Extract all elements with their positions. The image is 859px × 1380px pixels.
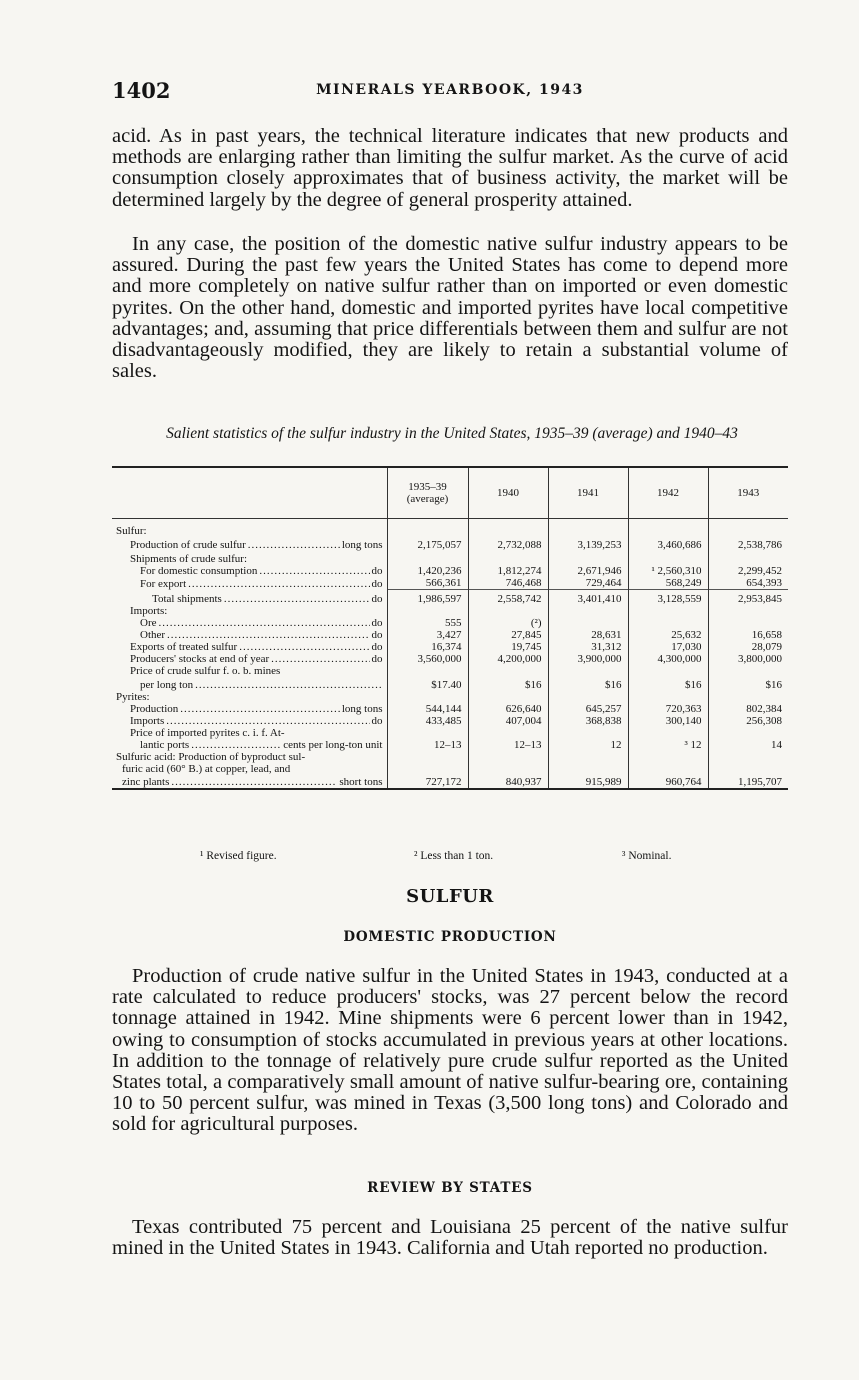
row-label-text: zinc plants <box>122 775 170 788</box>
table-cell <box>708 727 788 739</box>
table-cell <box>708 617 788 629</box>
row-unit: do <box>371 565 383 577</box>
table-cell: 645,257 <box>548 703 628 715</box>
row-label <box>112 641 387 653</box>
row-label <box>112 617 387 629</box>
row-unit: do <box>371 640 383 653</box>
table-cell <box>628 691 708 703</box>
table-row <box>112 565 788 577</box>
table-cell: 300,140 <box>628 715 708 727</box>
table-cell: 654,393 <box>708 577 788 590</box>
row-label <box>112 703 387 715</box>
table-footnotes <box>112 850 788 866</box>
table-row <box>112 677 788 691</box>
row-unit: long tons <box>341 539 383 551</box>
row-unit: do <box>371 628 383 641</box>
row-label <box>112 565 387 577</box>
row-label-text: furic acid (60° B.) at copper, lead, and <box>122 762 291 775</box>
row-label-text: Production <box>130 702 179 715</box>
dot-leader <box>195 679 382 691</box>
table-cell: 1,420,236 <box>387 565 468 577</box>
row-label-text: Price of imported pyrites c. i. f. At- <box>130 726 285 739</box>
table-caption: Salient statistics of the sulfur industry in the United States, 1935–39 (average) and 1940–43 <box>166 425 738 442</box>
table-cell: $16 <box>628 677 708 691</box>
table-cell: 19,745 <box>468 641 548 653</box>
table-cell <box>468 551 548 565</box>
table-cell <box>548 605 628 617</box>
table-cell <box>548 727 628 739</box>
table-cell <box>628 751 708 763</box>
table-cell <box>387 519 468 538</box>
section-subheading: DOMESTIC PRODUCTION <box>343 929 557 945</box>
table-cell: 256,308 <box>708 715 788 727</box>
table-cell <box>387 665 468 677</box>
table-cell <box>548 691 628 703</box>
row-label <box>112 751 387 763</box>
table-cell: 802,384 <box>708 703 788 715</box>
table-cell <box>468 665 548 677</box>
row-unit: cents per long-ton unit <box>283 738 383 751</box>
table-row <box>112 551 788 565</box>
table-cell <box>548 617 628 629</box>
row-label <box>112 551 387 565</box>
row-label-text: Sulfur: <box>116 525 147 537</box>
table-row <box>112 775 788 789</box>
row-label <box>112 763 387 775</box>
row-label-text: Sulfuric acid: Production of byproduct sul- <box>116 750 306 763</box>
table-cell: 16,374 <box>387 641 468 653</box>
row-unit: do <box>371 652 383 665</box>
table-cell: 727,172 <box>387 775 468 789</box>
table-cell: 407,004 <box>468 715 548 727</box>
table-cell: 14 <box>708 739 788 751</box>
row-label-text: Shipments of crude sulfur: <box>130 553 248 565</box>
table-cell: (²) <box>468 617 548 629</box>
table-cell <box>387 751 468 763</box>
table-cell <box>628 617 708 629</box>
table-row <box>112 691 788 703</box>
running-title: MINERALS YEARBOOK, 1943 <box>316 82 584 98</box>
dot-leader <box>188 578 369 590</box>
row-label-text: Exports of treated sulfur <box>130 640 238 653</box>
table-cell: $16 <box>548 677 628 691</box>
table-cell <box>708 605 788 617</box>
table-cell: 3,800,000 <box>708 653 788 665</box>
table-cell: 3,427 <box>387 629 468 641</box>
table-cell <box>468 751 548 763</box>
row-label-text: Ore <box>140 616 157 629</box>
table-cell: 4,300,000 <box>628 653 708 665</box>
table-cell: 840,937 <box>468 775 548 789</box>
table-cell: 1,986,597 <box>387 590 468 605</box>
table-cell <box>628 727 708 739</box>
table-cell <box>708 763 788 775</box>
table-cell: 3,560,000 <box>387 653 468 665</box>
table-cell: ³ 12 <box>628 739 708 751</box>
table-cell <box>387 727 468 739</box>
table-cell: 746,468 <box>468 577 548 590</box>
table-cell: 2,538,786 <box>708 537 788 551</box>
table-cell: 1,195,707 <box>708 775 788 789</box>
table-body <box>112 519 788 789</box>
table-row <box>112 519 788 538</box>
table-cell: 4,200,000 <box>468 653 548 665</box>
table-cell <box>548 519 628 538</box>
table-cell: 3,460,686 <box>628 537 708 551</box>
table-cell <box>708 519 788 538</box>
table-cell <box>468 763 548 775</box>
stub-header <box>112 467 387 519</box>
table-cell <box>468 605 548 617</box>
intro-paragraph: acid. As in past years, the technical literature indicates that new products and methods are enlarging rather than limiting the sulfur market. As the curve of acid consumption closely approximates that of business activity, the market will be determined largely by the degree of general prosperity attained. <box>112 125 788 211</box>
dot-leader <box>166 715 369 727</box>
table-cell <box>628 665 708 677</box>
row-label-text: Production of crude sulfur <box>130 539 246 551</box>
column-header: 1942 <box>628 467 708 519</box>
row-label-text: Imports: <box>130 604 168 617</box>
row-label-text: Price of crude sulfur f. o. b. mines <box>130 664 281 677</box>
row-label-text: For export <box>140 577 187 590</box>
row-label <box>112 519 387 538</box>
table-row <box>112 715 788 727</box>
table-cell: 555 <box>387 617 468 629</box>
table-cell: 17,030 <box>628 641 708 653</box>
dot-leader <box>248 539 340 551</box>
table-row <box>112 703 788 715</box>
table-cell: 28,631 <box>548 629 628 641</box>
row-label <box>112 577 387 590</box>
table-cell: 566,361 <box>387 577 468 590</box>
table-row <box>112 537 788 551</box>
row-unit: long tons <box>341 702 383 715</box>
table-cell: 568,249 <box>628 577 708 590</box>
outlook-paragraph: In any case, the position of the domestic native sulfur industry appears to be assured. During the past few years the United States has come to depend more and more completely on native sulfur rather than on imported or even domestic pyrites. On the other hand, domestic and imported pyrites have local competitive advantages; and, assuming that price differentials between them and sulfur are not disadvantageously modified, they are likely to retain a substantial volume of sales. <box>112 233 788 383</box>
salient-statistics-table <box>112 466 788 790</box>
table-row <box>112 739 788 751</box>
table-row <box>112 665 788 677</box>
table-cell <box>628 763 708 775</box>
table-cell <box>628 551 708 565</box>
table-cell <box>708 551 788 565</box>
table-cell <box>387 691 468 703</box>
dot-leader <box>271 653 369 665</box>
table-cell: 31,312 <box>548 641 628 653</box>
table-cell <box>548 551 628 565</box>
table-cell: 2,175,057 <box>387 537 468 551</box>
table-cell <box>548 751 628 763</box>
domestic-production-paragraph: Production of crude native sulfur in the United States in 1943, conducted at a rate calculated to reduce producers' stocks, was 27 percent below the record tonnage attained in 1942. Mine shipments were 6 percent lower than in 1942, owing to consumption of stocks accumulated in previous years at other locations. In addition to the tonnage of relatively pure crude sulfur reported as the United States total, a comparatively small amount of native sulfur-bearing ore, containing 10 to 50 percent sulfur, was mined in Texas (3,500 long tons) and Colorado and sold for agricultural purposes. <box>112 965 788 1136</box>
footnote: ² Less than 1 ton. <box>414 850 494 862</box>
row-label <box>112 605 387 617</box>
row-label-text: Producers' stocks at end of year <box>130 652 270 665</box>
dot-leader <box>224 593 370 605</box>
table-row <box>112 653 788 665</box>
table-cell <box>387 551 468 565</box>
table-row <box>112 605 788 617</box>
table-cell: 3,401,410 <box>548 590 628 605</box>
table-cell: 12–13 <box>468 739 548 751</box>
table-cell: 3,128,559 <box>628 590 708 605</box>
dot-leader <box>239 641 369 653</box>
table-cell: 2,558,742 <box>468 590 548 605</box>
table-cell: 3,900,000 <box>548 653 628 665</box>
table-row <box>112 751 788 763</box>
row-label-text: Total shipments <box>152 592 222 605</box>
table-cell <box>708 691 788 703</box>
row-label <box>112 677 387 691</box>
page-header <box>112 78 788 104</box>
table-cell: 433,485 <box>387 715 468 727</box>
table-cell: 915,989 <box>548 775 628 789</box>
table-cell <box>708 665 788 677</box>
table-cell: 368,838 <box>548 715 628 727</box>
table-row <box>112 763 788 775</box>
table-cell: 12 <box>548 739 628 751</box>
row-label-text: Pyrites: <box>116 690 150 703</box>
row-label <box>112 775 387 789</box>
table-cell: 626,640 <box>468 703 548 715</box>
table-cell <box>468 519 548 538</box>
table-row <box>112 641 788 653</box>
table-cell <box>387 763 468 775</box>
row-unit: short tons <box>339 775 383 788</box>
table-row <box>112 629 788 641</box>
table-cell: $16 <box>468 677 548 691</box>
table-cell: 12–13 <box>387 739 468 751</box>
table-row <box>112 577 788 590</box>
section-heading: SULFUR <box>406 886 494 907</box>
table-cell: 729,464 <box>548 577 628 590</box>
dot-leader <box>159 617 370 629</box>
table-cell: 2,953,845 <box>708 590 788 605</box>
review-heading: REVIEW BY STATES <box>367 1180 533 1196</box>
table-cell: 2,671,946 <box>548 565 628 577</box>
row-unit: do <box>371 616 383 629</box>
review-paragraph: Texas contributed 75 percent and Louisiana 25 percent of the native sulfur mined in the United States in 1943. California and Utah reported no production. <box>112 1216 788 1260</box>
table-cell: 16,658 <box>708 629 788 641</box>
row-label <box>112 727 387 739</box>
table-header-row <box>112 467 788 519</box>
table-cell: 544,144 <box>387 703 468 715</box>
row-label <box>112 653 387 665</box>
row-label-text: For domestic consumption <box>140 565 258 577</box>
table-cell <box>548 763 628 775</box>
row-label-text: Imports <box>130 714 165 727</box>
row-unit: do <box>371 577 383 590</box>
page-number: 1402 <box>112 78 171 103</box>
table-cell <box>548 665 628 677</box>
table-cell: 27,845 <box>468 629 548 641</box>
table-cell <box>708 751 788 763</box>
row-label-text: Other <box>140 628 166 641</box>
row-label <box>112 537 387 551</box>
column-header: 1943 <box>708 467 788 519</box>
row-label <box>112 590 387 605</box>
table-cell <box>628 519 708 538</box>
table-row <box>112 727 788 739</box>
table-cell: 28,079 <box>708 641 788 653</box>
row-label <box>112 691 387 703</box>
column-header: 1940 <box>468 467 548 519</box>
table-cell: 3,139,253 <box>548 537 628 551</box>
row-unit: do <box>371 592 383 605</box>
table-cell: 25,632 <box>628 629 708 641</box>
dot-leader <box>167 629 369 641</box>
table-cell <box>468 691 548 703</box>
table-cell: ¹ 2,560,310 <box>628 565 708 577</box>
row-label-text: per long ton <box>140 678 194 691</box>
dot-leader <box>191 739 281 751</box>
table-cell: 1,812,274 <box>468 565 548 577</box>
table-cell: $16 <box>708 677 788 691</box>
table-cell <box>387 605 468 617</box>
dot-leader <box>259 565 369 577</box>
table-cell: 960,764 <box>628 775 708 789</box>
table-row <box>112 590 788 605</box>
table-cell <box>628 605 708 617</box>
table-cell: 720,363 <box>628 703 708 715</box>
table-cell: $17.40 <box>387 677 468 691</box>
table-cell: 2,732,088 <box>468 537 548 551</box>
row-label <box>112 715 387 727</box>
dot-leader <box>180 703 340 715</box>
row-label <box>112 739 387 751</box>
row-label <box>112 665 387 677</box>
dot-leader <box>171 776 337 788</box>
table-row <box>112 617 788 629</box>
table-cell: 2,299,452 <box>708 565 788 577</box>
row-unit: do <box>371 714 383 727</box>
row-label-text: lantic ports <box>140 738 190 751</box>
column-header: 1935–39 (average) <box>387 467 468 519</box>
table-cell <box>468 727 548 739</box>
footnote: ¹ Revised figure. <box>200 850 277 862</box>
row-label <box>112 629 387 641</box>
column-header: 1941 <box>548 467 628 519</box>
footnote: ³ Nominal. <box>622 850 672 862</box>
